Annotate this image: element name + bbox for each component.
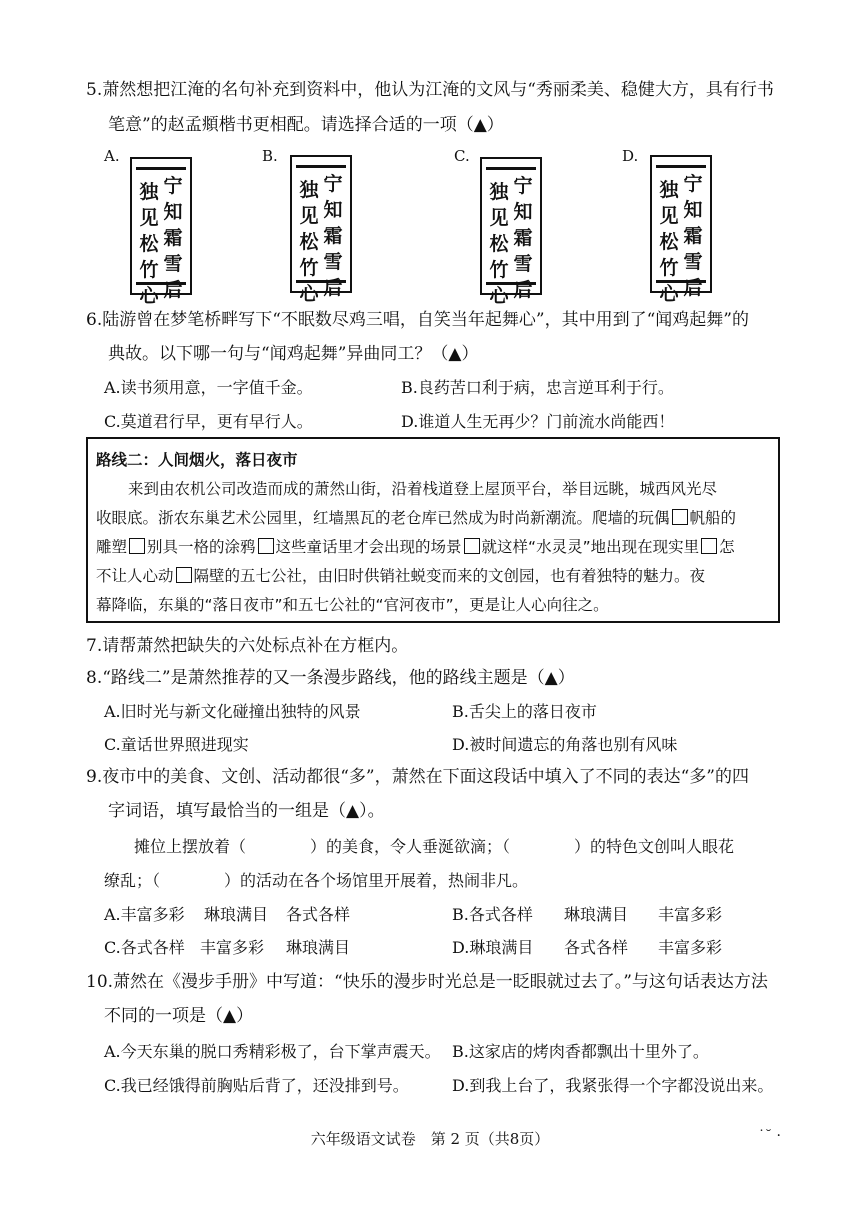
q6-option-d[interactable]: D.谁道人生无再少？门前流水尚能西！ — [401, 412, 675, 431]
q8-stem-text: 8.“路线二”是萧然推荐的又一条漫步路线，他的路线主题是（ — [86, 668, 545, 688]
q9-close: ）。 — [359, 801, 385, 821]
q8-option-a[interactable]: A.旧时光与新文化碰撞出独特的风景 — [104, 702, 361, 721]
q5-option-b-scroll[interactable] — [290, 155, 352, 305]
passage-line-3-a: 雕塑 — [96, 538, 128, 556]
q6-option-c[interactable]: C.莫道君行早，更有早行人。 — [104, 412, 313, 431]
q9-fill-line1: 摊位上摆放着（ ）的美食，令人垂涎欲滴；（ ）的特色文创叫人眼花 — [134, 837, 735, 856]
q9-option-a-word2: 琳琅满目 — [204, 905, 269, 924]
q9-stem-line1: 9.夜市中的美食、文创、活动都很“多”，萧然在下面这段话中填入了不同的表达“多”的四 — [86, 767, 749, 787]
q6-close: ） — [461, 344, 479, 364]
q5-close: ） — [486, 115, 504, 135]
q8-close: ） — [557, 668, 575, 688]
q10-answer-mark[interactable]: ▲ — [223, 1006, 237, 1026]
scan-specks: ˙˘ · — [758, 1128, 781, 1144]
q5-stem-line1: 5.萧然想把江淹的名句补充到资料中，他认为江淹的文风与“秀丽柔美、稳健大方，具有行书 — [86, 80, 774, 100]
q5-option-c-col1: 宁知霜雪后 — [513, 175, 533, 301]
q10-close: ） — [236, 1006, 254, 1026]
passage-line-4-b: 隔壁的五七公社，由旧时供销社蜕变而来的文创园，也有着独特的魅力。夜 — [193, 567, 706, 585]
q9-option-d-word3: 丰富多彩 — [658, 938, 723, 957]
punctuation-box-2[interactable] — [129, 538, 145, 554]
q10-option-a[interactable]: A.今天东巢的脱口秀精彩极了，台下掌声震天。 — [104, 1042, 441, 1061]
q8-option-c[interactable]: C.童话世界照进现实 — [104, 735, 249, 754]
passage-line-2-text: 收眼底。浙农东巢艺术公园里，红墙黑瓦的老仓库已然成为时尚新潮流。爬墙的玩偶 — [96, 509, 670, 527]
q5-option-a-label[interactable]: A. — [104, 147, 120, 165]
punctuation-box-1[interactable] — [672, 509, 688, 525]
q5-option-d-col1: 宁知霜雪后 — [683, 173, 703, 299]
q6-option-b[interactable]: B.良药苦口利于病，忠言逆耳利于行。 — [401, 378, 674, 397]
q5-option-c-label[interactable]: C. — [454, 147, 470, 165]
q9-option-b[interactable] — [452, 903, 723, 927]
q9-option-c-word1: C.各式各样 — [104, 938, 185, 957]
q9-option-d-word2: 各式各样 — [564, 938, 629, 957]
q9-option-a-word1: A.丰富多彩 — [104, 905, 185, 924]
q10-option-d[interactable]: D.到我上台了，我紧张得一个字都没说出来。 — [452, 1076, 774, 1095]
q8-answer-mark[interactable]: ▲ — [544, 668, 558, 688]
passage-line-1: 来到由农机公司改造而成的萧然山街，沿着栈道登上屋顶平台，举目远眺，城西风光尽 — [128, 480, 718, 498]
q9-option-d[interactable] — [452, 936, 723, 960]
q9-stem-line2 — [108, 799, 385, 823]
q5-option-a-col2: 独见松竹心 — [139, 181, 159, 307]
passage-line-3 — [96, 535, 735, 559]
passage-line-3-b: 别具一格的涂鸦 — [147, 538, 256, 556]
q9-option-b-word1: B.各式各样 — [452, 905, 533, 924]
q10-stem-line1: 10.萧然在《漫步手册》中写道：“快乐的漫步时光总是一眨眼就过去了。”与这句话表达方法 — [86, 972, 768, 992]
q9-option-c[interactable] — [104, 936, 351, 960]
q5-option-a-col1: 宁知霜雪后 — [163, 175, 183, 301]
passage-line-3-e: 怎 — [719, 538, 735, 556]
q9-option-b-word3: 丰富多彩 — [658, 905, 723, 924]
q5-option-a-scroll[interactable] — [130, 157, 192, 307]
passage-line-4-a: 不让人心动 — [96, 567, 174, 585]
q9-option-c-word3: 琳琅满目 — [286, 938, 351, 957]
q10-stem-text: 不同的一项是（ — [104, 1006, 223, 1026]
q5-stem-line2 — [108, 113, 504, 137]
q9-fill-line2: 缭乱；（ ）的活动在各个场馆里开展着，热闹非凡。 — [104, 871, 529, 890]
passage-line-5: 幕降临，东巢的“落日夜市”和五七公社的“官河夜市”，更是让人心向往之。 — [96, 596, 609, 614]
q6-stem-line1: 6.陆游曾在梦笔桥畔写下“不眠数尽鸡三唱，自笑当年起舞心”，其中用到了“闻鸡起舞”的 — [86, 310, 749, 330]
q6-answer-mark[interactable]: ▲ — [448, 344, 462, 364]
punctuation-box-4[interactable] — [464, 538, 480, 554]
q5-option-b-col1: 宁知霜雪后 — [323, 173, 343, 299]
q7-stem: 7.请帮萧然把缺失的六处标点补在方框内。 — [86, 636, 409, 656]
q8-option-b[interactable]: B.舌尖上的落日夜市 — [452, 702, 597, 721]
q5-option-d-label[interactable]: D. — [622, 147, 639, 165]
q5-option-d-col2: 独见松竹心 — [659, 179, 679, 305]
q8-option-d[interactable]: D.被时间遗忘的角落也别有风味 — [452, 735, 678, 754]
q5-option-c-scroll[interactable] — [480, 157, 542, 307]
punctuation-box-3[interactable] — [258, 538, 274, 554]
q9-stem-text: 字词语，填写最恰当的一组是（ — [108, 801, 346, 821]
passage-line-3-c: 这些童话里才会出现的场景 — [275, 538, 462, 556]
q9-option-a[interactable] — [104, 903, 351, 927]
q5-option-b-col2: 独见松竹心 — [299, 179, 319, 305]
q10-option-c[interactable]: C.我已经饿得前胸贴后背了，还没排到号。 — [104, 1076, 409, 1095]
q9-answer-mark[interactable]: ▲ — [346, 801, 360, 821]
punctuation-box-6[interactable] — [176, 567, 192, 583]
q9-option-c-word2: 丰富多彩 — [200, 938, 265, 957]
q9-option-a-word3: 各式各样 — [286, 905, 351, 924]
q10-option-b[interactable]: B.这家店的烤肉香都飘出十里外了。 — [452, 1042, 709, 1061]
q5-option-b-label[interactable]: B. — [262, 147, 278, 165]
passage-line-2 — [96, 506, 736, 530]
q9-option-b-word2: 琳琅满目 — [564, 905, 629, 924]
q5-option-d-scroll[interactable] — [650, 155, 712, 305]
q10-stem-line2 — [104, 1004, 253, 1028]
q6-option-a[interactable]: A.读书须用意，一字值千金。 — [104, 378, 313, 397]
passage-line-3-d: 就这样“水灵灵”地出现在现实里 — [481, 538, 700, 556]
page-footer: 六年级语文试卷 第 2 页（共8页） — [310, 1130, 550, 1148]
q8-stem — [86, 666, 575, 690]
punctuation-box-5[interactable] — [701, 538, 717, 554]
passage-line-4 — [96, 564, 705, 588]
q6-stem-line2 — [108, 342, 478, 366]
q5-option-c-col2: 独见松竹心 — [489, 181, 509, 307]
q5-answer-mark[interactable]: ▲ — [473, 115, 487, 135]
q9-option-d-word1: D.琳琅满目 — [452, 938, 534, 957]
passage-line-2-tail: 帆船的 — [689, 509, 737, 527]
q6-stem-text: 典故。以下哪一句与“闻鸡起舞”异曲同工？（ — [108, 344, 449, 364]
passage-title: 路线二：人间烟火，落日夜市 — [96, 451, 298, 469]
q5-stem-text: 笔意”的赵孟頫楷书更相配。请选择合适的一项（ — [108, 115, 474, 135]
